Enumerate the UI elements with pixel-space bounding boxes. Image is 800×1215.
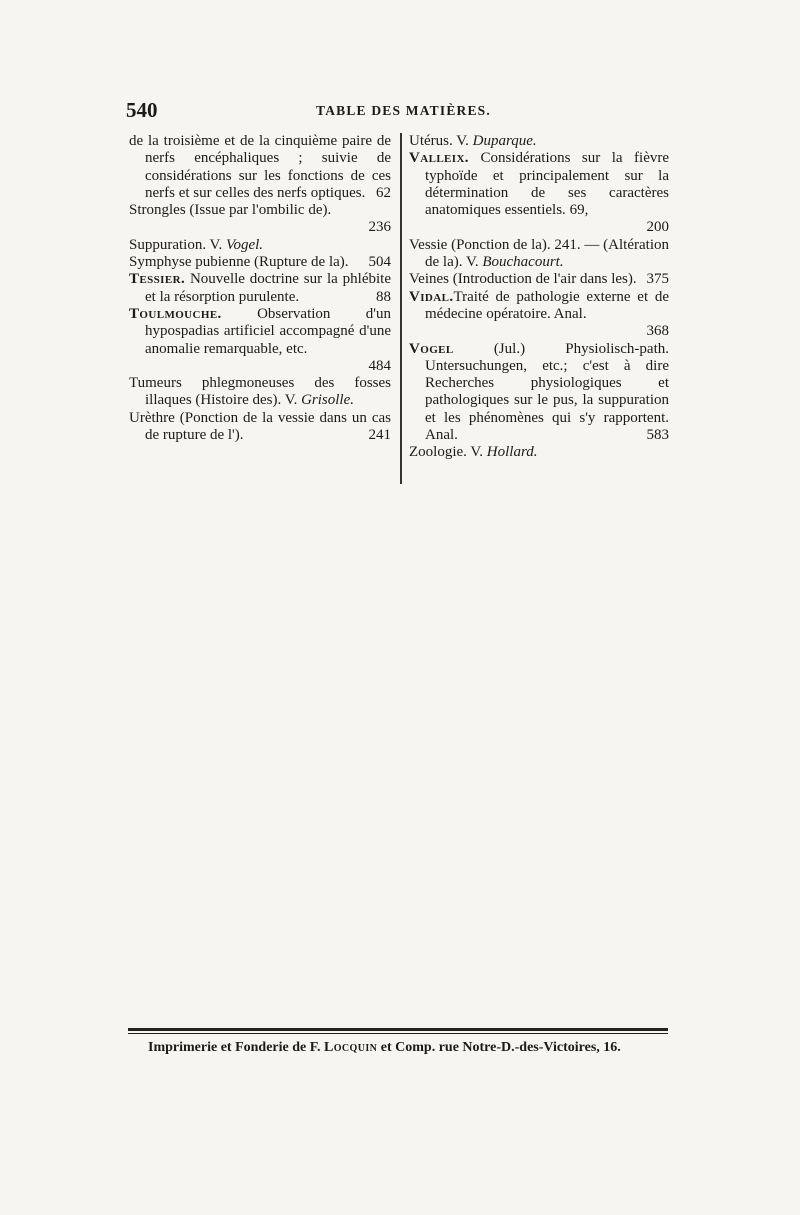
cross-reference: Vogel. [225,236,264,253]
entry-page: 88 [376,288,391,305]
printer-name: Locquin [324,1040,378,1055]
entry-text: Utérus. V. [409,133,473,149]
entry-text: de la troisième et de la cinquième paire de nerfs encéphaliques ; suivie de considérations sur les fonctions de ces nerfs et sur celles des nerfs optiques. [129,133,391,201]
index-column-right [409,133,669,462]
entry-text: Symphyse pubienne (Rupture de la). [129,254,349,271]
entry-page: 241 [368,427,391,444]
entry-author: Vidal. [409,288,454,305]
entry-text: Considérations sur la fièvre typhoïde et principalement sur la détermination de ses caractères anatomiques essentiels. [425,150,670,219]
index-entry [129,254,391,271]
index-entry [409,237,669,272]
entry-text: Nouvelle doctrine sur la phlébite et la résorption purulente. [145,271,391,305]
index-entry [409,133,669,150]
printer-imprint [148,1040,621,1056]
index-entry [129,306,391,375]
page-number: 540 [126,98,158,122]
entry-text: Strongles (Issue par l'ombilic de). [129,202,332,219]
entry-text: Vessie (Ponction de la). 241. — (Altération de la). V. [409,236,669,271]
imprint-text: Imprimerie et Fonderie de F. [148,1040,324,1055]
cross-reference: Duparque. [472,133,537,149]
entry-author: Toulmouche. [129,305,222,322]
index-entry [409,444,669,461]
index-entry [129,410,391,445]
entry-text: Observation d'un hypospadias artificiel accompagné d'une anomalie remarquable, etc. [145,305,391,357]
column-divider [400,133,402,484]
entry-page: 583 [646,427,669,444]
footer-rule-thin [128,1033,668,1034]
index-column-left [129,133,391,444]
entry-text: Tumeurs phlegmoneuses des fosses illaques (Histoire des). V. [129,375,391,409]
entry-page: 236 [368,219,391,236]
entry-page: 200 [646,219,669,236]
entry-page: 69, [569,202,589,219]
entry-author: Vogel [409,340,454,357]
entry-page: 484 [368,357,391,374]
cross-reference: Bouchacourt. [482,254,564,271]
entry-page: 375 [646,271,669,288]
index-entry [409,289,669,341]
index-entry [129,237,391,254]
entry-author: Valleix. [409,150,469,167]
entry-page: 62 [376,184,391,201]
index-entry [409,271,669,288]
entry-text: Traité de pathologie externe et de médecine opératoire. Anal. [425,288,669,322]
imprint-text: et Comp. rue Notre-D.-des-Victoires, 16. [377,1040,621,1055]
index-entry [129,202,391,237]
running-head: TABLE DES MATIÈRES. [316,103,491,118]
index-entry [409,341,669,445]
cross-reference: Hollard. [486,444,538,461]
entry-text: Urèthre (Ponction de la vessie dans un cas de rupture de l'). [129,409,391,444]
entry-page: 504 [368,254,391,271]
entry-author: Tessier. [129,271,186,288]
cross-reference: Grisolle. [301,392,355,409]
index-entry [409,150,669,236]
index-entry [129,271,391,306]
entry-text: Zoologie. V. [409,444,487,461]
index-entry [129,375,391,410]
index-entry [129,133,391,202]
entry-text: (Jul.) Physiolisch-path. Untersuchungen, etc.; c'est à dire Recherches physiologiques et pathologiques sur le pus, la suppuration et les phénomènes qui s'y rapportent. Anal. [425,340,669,444]
entry-text: Suppuration. V. [129,236,226,253]
entry-text: Veines (Introduction de l'air dans les). [409,271,637,288]
footer-rule-thick [128,1028,668,1031]
entry-page: 368 [646,323,669,340]
